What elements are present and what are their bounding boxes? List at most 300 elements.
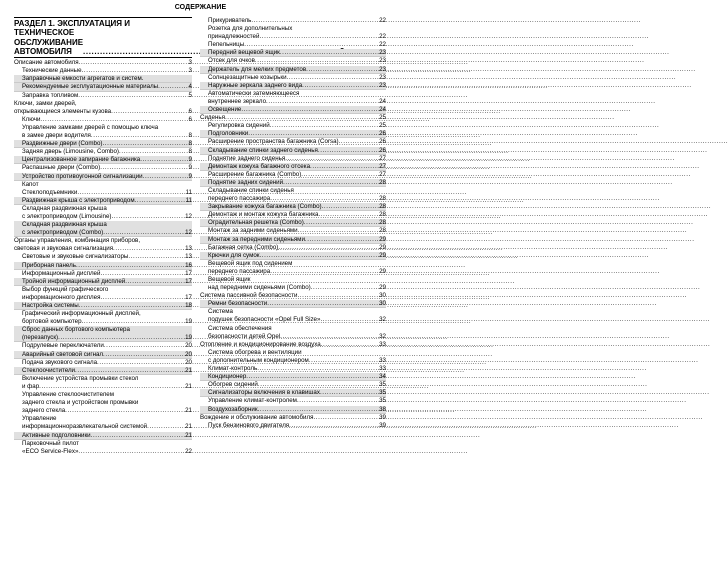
toc-page-number: 23 bbox=[379, 81, 386, 89]
toc-entry-title: Технические данные bbox=[22, 67, 82, 75]
toc-page-number: 27 bbox=[379, 154, 386, 162]
toc-entry-title: Держатель для мелких предметов bbox=[208, 65, 307, 73]
leader-dots bbox=[298, 292, 379, 300]
leader-dots bbox=[91, 432, 184, 440]
toc-entry bbox=[14, 116, 192, 124]
toc-entry bbox=[14, 83, 192, 91]
leader-dots bbox=[79, 59, 188, 67]
toc-entry-title-line: Складная раздвижная крыша bbox=[22, 204, 107, 212]
leader-dots bbox=[266, 98, 378, 106]
toc-entry bbox=[200, 397, 386, 405]
toc-entry-title: Пуск бензинового двигателя bbox=[208, 421, 290, 429]
leader-dots bbox=[309, 357, 378, 365]
toc-page-number: 23 bbox=[379, 57, 386, 65]
toc-entry-title: Расширение пространства багажника (Corsa) bbox=[208, 138, 339, 146]
toc-entry-title: Демонтаж и монтаж кожуха багажника bbox=[208, 211, 319, 219]
toc-entry-title: Поднятие задних сидений bbox=[208, 178, 284, 186]
toc-entry bbox=[200, 122, 386, 130]
toc-page-number: 33 bbox=[379, 340, 386, 348]
toc-page-number: 28 bbox=[379, 211, 386, 219]
leader-dots bbox=[225, 114, 378, 122]
toc-entry bbox=[200, 179, 386, 187]
toc-entry bbox=[14, 92, 192, 100]
leader-dots bbox=[103, 229, 184, 237]
toc-entry-title-line: Система обеспечения bbox=[208, 324, 272, 332]
toc-page-number: 34 bbox=[379, 373, 386, 381]
toc-entry-title: информационноразвлекательной системой bbox=[22, 423, 148, 431]
toc-entry-title: Подача звукового сигнала bbox=[22, 358, 98, 366]
toc-entry-title: световая и звуковая сигнализация bbox=[14, 245, 114, 253]
toc-page-number: 3 bbox=[188, 67, 192, 75]
toc-page-number: 17 bbox=[185, 269, 192, 277]
toc-page-number: 8 bbox=[188, 148, 192, 156]
toc-entry-title: Подрулевые переключатели bbox=[22, 342, 104, 350]
leader-dots bbox=[140, 156, 187, 164]
toc-entry-title-line: Система обогрева и вентиляции bbox=[208, 348, 302, 356]
leader-dots bbox=[270, 195, 378, 203]
toc-entry-title: Активные подголовники bbox=[22, 431, 91, 439]
toc-entry bbox=[200, 389, 386, 397]
toc-entry-title: Настройка системы bbox=[22, 302, 79, 309]
leader-dots bbox=[40, 116, 187, 124]
toc-entry-title: Воздухозаборник bbox=[208, 405, 258, 413]
toc-page-number: 19 bbox=[185, 318, 192, 326]
toc-entry-title: Сиденья bbox=[200, 114, 225, 122]
toc-entry-title: Информационный дисплей bbox=[22, 269, 101, 277]
toc-entry-title: Расширение багажника (Combo) bbox=[208, 170, 302, 178]
toc-entry bbox=[14, 164, 192, 172]
toc-entry-title: Аварийный световой сигнал bbox=[22, 350, 104, 358]
leader-dots bbox=[304, 219, 378, 227]
toc-page-number: 18 bbox=[185, 302, 192, 309]
leader-dots bbox=[320, 316, 378, 324]
toc-entry bbox=[200, 203, 386, 211]
toc-entry bbox=[200, 422, 386, 430]
toc-entry-title: Стеклоподъемники bbox=[22, 188, 78, 196]
toc-entry bbox=[14, 351, 192, 359]
toc-entry-title: Раздвижные двери (Combo) bbox=[22, 140, 103, 148]
toc-list-left bbox=[14, 59, 192, 456]
toc-page-number: 28 bbox=[379, 203, 386, 211]
toc-chapter-entry bbox=[14, 100, 192, 116]
leader-dots bbox=[259, 33, 378, 41]
toc-chapter-entry bbox=[200, 114, 386, 122]
leader-dots bbox=[298, 227, 378, 235]
leader-dots bbox=[302, 82, 378, 90]
toc-page-number: 29 bbox=[379, 235, 386, 243]
toc-entry bbox=[14, 440, 192, 456]
toc-entry bbox=[14, 205, 192, 221]
toc-entry-title: Пепельницы bbox=[208, 41, 245, 49]
leader-dots bbox=[78, 448, 184, 456]
leader-dots bbox=[103, 351, 184, 359]
toc-entry bbox=[14, 278, 192, 286]
toc-entry-title-line: Вещевой ящик bbox=[208, 276, 251, 283]
toc-entry-title: информационного дисплея bbox=[22, 293, 101, 301]
leader-dots bbox=[78, 92, 187, 100]
toc-page-number: 35 bbox=[379, 381, 386, 389]
toc-page-number: 39 bbox=[379, 421, 386, 429]
toc-entry bbox=[200, 49, 386, 57]
toc-entry-title: Багажная сетка (Combo) bbox=[208, 243, 279, 251]
toc-entry bbox=[14, 75, 192, 83]
toc-entry-title: Раздвижная крыша с электроприводом bbox=[22, 196, 135, 204]
leader-dots bbox=[289, 422, 378, 430]
toc-entry-title: Кондиционер bbox=[208, 373, 247, 381]
toc-page-number: 29 bbox=[379, 284, 386, 292]
leader-dots bbox=[257, 365, 378, 373]
toc-page-number: 25 bbox=[379, 114, 386, 122]
leader-dots bbox=[285, 155, 378, 163]
toc-entry-title: Приборная панель bbox=[22, 261, 76, 269]
toc-entry bbox=[200, 365, 386, 373]
leader-dots bbox=[318, 147, 378, 155]
toc-page-number: 22 bbox=[379, 41, 386, 49]
toc-entry-title-line: Автоматически затемняющееся bbox=[208, 89, 300, 97]
toc-entry-title: Обогрев сидений bbox=[208, 381, 258, 389]
leader-dots bbox=[58, 334, 184, 342]
toc-entry bbox=[200, 17, 386, 25]
toc-entry bbox=[200, 244, 386, 252]
toc-page-number: 3 bbox=[188, 59, 192, 67]
toc-page-number: 9 bbox=[188, 164, 192, 172]
leader-dots bbox=[100, 294, 184, 302]
leader-dots bbox=[39, 383, 184, 391]
toc-page-number: 25 bbox=[379, 122, 386, 130]
leader-dots bbox=[147, 423, 184, 431]
toc-entry-title: Складывание спинки заднего сиденья bbox=[208, 146, 318, 154]
toc-page-number: 33 bbox=[379, 365, 386, 373]
toc-entry-title-line: Розетка для дополнительных bbox=[208, 25, 293, 33]
toc-entry-title: Подголовники bbox=[208, 130, 249, 138]
toc-entry bbox=[14, 367, 192, 375]
leader-dots bbox=[305, 236, 378, 244]
toc-entry-title: Освещение bbox=[208, 106, 242, 114]
toc-page-number: 22 bbox=[379, 17, 386, 24]
toc-entry-title: Оградительная решетка (Combo) bbox=[208, 219, 304, 227]
toc-entry-title: Монтаж за передними сиденьями bbox=[208, 235, 305, 243]
toc-entry bbox=[200, 155, 386, 163]
toc-entry bbox=[14, 375, 192, 391]
leader-dots bbox=[75, 367, 184, 375]
toc-entry bbox=[14, 359, 192, 367]
toc-entry bbox=[14, 156, 192, 164]
toc-page-number: 6 bbox=[188, 115, 192, 123]
section-header bbox=[14, 17, 192, 58]
toc-page-number: 28 bbox=[379, 219, 386, 227]
toc-page-number: 12 bbox=[185, 229, 192, 237]
toc-page-number: 29 bbox=[379, 251, 386, 259]
toc-page-number: 28 bbox=[379, 227, 386, 235]
toc-entry bbox=[200, 147, 386, 155]
leader-dots bbox=[297, 397, 378, 405]
toc-page-number: 35 bbox=[379, 389, 386, 397]
toc-entry-title: Капот bbox=[22, 180, 39, 188]
toc-entry-title: Поднятие заднего сиденья bbox=[208, 154, 286, 162]
toc-page-number: 12 bbox=[185, 212, 192, 220]
leader-dots bbox=[125, 278, 184, 286]
leader-dots bbox=[102, 140, 187, 148]
leader-dots bbox=[313, 414, 378, 422]
toc-entry-title: Солнцезащитные козырьки bbox=[208, 73, 287, 81]
toc-entry-title-line: Управление bbox=[22, 415, 57, 423]
toc-page-number: 9 bbox=[188, 156, 192, 164]
toc-page-number: 17 bbox=[185, 293, 192, 301]
toc-entry bbox=[14, 124, 192, 140]
leader-dots bbox=[310, 163, 378, 171]
toc-entry bbox=[200, 308, 386, 324]
leader-dots bbox=[135, 197, 185, 205]
toc-entry bbox=[200, 373, 386, 381]
leader-dots bbox=[119, 148, 188, 156]
toc-entry bbox=[200, 236, 386, 244]
toc-entry-title-line: Управление стеклоочистителем bbox=[22, 391, 114, 399]
toc-page-number: 38 bbox=[379, 405, 386, 413]
toc-entry-title-line: Графический информационный дисплей, bbox=[22, 310, 141, 318]
section-header-line2: ОБСЛУЖИВАНИЕ АВТОМОБИЛЯ bbox=[14, 37, 84, 56]
toc-page-number: 26 bbox=[379, 146, 386, 154]
toc-page-number: 29 bbox=[379, 243, 386, 251]
toc-entry bbox=[14, 148, 192, 156]
toc-entry-title-line: Включение устройства промывки стекол bbox=[22, 374, 139, 382]
toc-page-number: 20 bbox=[185, 358, 192, 366]
toc-page-number: 30 bbox=[379, 300, 386, 308]
toc-entry bbox=[200, 90, 386, 106]
leader-dots bbox=[255, 57, 378, 65]
toc-page-number: 11 bbox=[185, 196, 192, 204]
toc-entry-title: Климат-контроль bbox=[208, 365, 258, 373]
toc-entry bbox=[14, 67, 192, 75]
toc-entry-title: Наружные зеркала заднего вида bbox=[208, 81, 303, 89]
toc-entry-title: с электроприводом (Limousine) bbox=[22, 212, 112, 220]
leader-dots bbox=[248, 130, 378, 138]
toc-page-number: 32 bbox=[379, 332, 386, 340]
toc-page-number: 26 bbox=[379, 138, 386, 146]
leader-dots bbox=[82, 67, 188, 75]
toc-entry-title-line: Органы управления, комбинация приборов, bbox=[14, 237, 141, 245]
toc-entry-title: Прикуриватель bbox=[208, 17, 252, 24]
toc-entry-title: в замке двери водителя bbox=[22, 132, 91, 140]
toc-entry bbox=[200, 41, 386, 49]
toc-entry-title: безопасности детей Opel bbox=[208, 332, 281, 340]
toc-entry-title-line: Складная раздвижная крыша bbox=[22, 221, 107, 229]
toc-page-number: 5 bbox=[188, 91, 192, 99]
leader-dots bbox=[258, 406, 379, 414]
toc-page-number: 32 bbox=[379, 316, 386, 324]
toc-entry-title-line: Складывание спинки сиденья bbox=[208, 186, 294, 194]
toc-entry-title: Монтаж за задними сиденьями bbox=[208, 227, 298, 235]
toc-entry-title: бортовой компьютер bbox=[22, 318, 82, 326]
leader-dots bbox=[258, 381, 378, 389]
toc-page-number: 24 bbox=[379, 97, 386, 105]
toc-entry-title: Закрывание кожуха багажника (Combo) bbox=[208, 203, 322, 211]
toc-page-number: 8 bbox=[188, 140, 192, 148]
toc-page-number: 21 bbox=[185, 407, 192, 415]
toc-entry bbox=[200, 381, 386, 389]
toc-right-column bbox=[200, 17, 386, 430]
leader-dots bbox=[244, 41, 378, 49]
toc-entry-title: Передний вещевой ящик bbox=[208, 49, 280, 57]
toc-entry bbox=[200, 187, 386, 203]
toc-entry-title: Ремни безопасности bbox=[208, 300, 268, 308]
toc-entry-title-line: Управление замками дверей с помощью ключа bbox=[22, 123, 159, 131]
leader-dots bbox=[339, 138, 379, 146]
leader-dots bbox=[259, 252, 378, 260]
toc-page-number: 27 bbox=[379, 170, 386, 178]
leader-dots bbox=[91, 132, 188, 140]
toc-entry-title-line: Вещевой ящик под сидением bbox=[208, 259, 293, 267]
page-title: СОДЕРЖАНИЕ bbox=[174, 4, 227, 11]
toc-page-number: 26 bbox=[379, 130, 386, 138]
toc-entry-title: над передними сиденьями (Combo) bbox=[208, 284, 311, 292]
toc-page-number: 13 bbox=[185, 245, 192, 253]
toc-page-number: 29 bbox=[379, 267, 386, 275]
toc-entry bbox=[200, 252, 386, 260]
toc-chapter-entry bbox=[200, 292, 386, 300]
toc-entry-title: Вождение и обслуживание автомобиля bbox=[200, 413, 314, 421]
toc-entry bbox=[200, 406, 386, 414]
toc-page-number: 8 bbox=[188, 132, 192, 140]
leader-dots bbox=[280, 333, 378, 341]
toc-entry-title: Описание автомобиля bbox=[14, 59, 79, 67]
toc-entry-title: Заправка топливом bbox=[22, 91, 79, 99]
toc-page-number: 21 bbox=[185, 423, 192, 431]
toc-page-number: 21 bbox=[185, 382, 192, 390]
leader-dots bbox=[321, 341, 378, 349]
toc-entry bbox=[200, 325, 386, 341]
toc-entry-title: с дополнительным кондиционером bbox=[208, 356, 309, 364]
toc-list-right bbox=[200, 17, 386, 430]
toc-entry-title: Световые и звуковые сигнализаторы bbox=[22, 253, 129, 261]
toc-entry-title: Тройной информационный дисплей bbox=[22, 277, 126, 285]
toc-entry-title: Система пассивной безопасности bbox=[200, 292, 298, 300]
toc-entry-title-line: Парковочный пилот bbox=[22, 439, 79, 447]
toc-page-number: 16 bbox=[185, 261, 192, 269]
toc-entry bbox=[14, 173, 192, 181]
leader-dots bbox=[322, 203, 379, 211]
toc-entry-title: подушек безопасности «Opel Full Size» bbox=[208, 316, 321, 324]
toc-chapter-entry bbox=[14, 59, 192, 67]
toc-entry bbox=[200, 300, 386, 308]
toc-page-number: 39 bbox=[379, 413, 386, 421]
toc-entry bbox=[200, 219, 386, 227]
toc-entry bbox=[14, 391, 192, 415]
leader-dots bbox=[112, 213, 185, 221]
toc-entry bbox=[200, 260, 386, 276]
toc-entry bbox=[14, 262, 192, 270]
toc-entry-title: Централизованное запирание багажника bbox=[22, 156, 141, 164]
toc-entry bbox=[200, 163, 386, 171]
toc-entry bbox=[14, 197, 192, 205]
toc-entry-title: Крючки для сумок bbox=[208, 251, 260, 259]
leader-dots bbox=[320, 389, 378, 397]
toc-entry bbox=[200, 138, 386, 146]
toc-entry-title-line: Выбор функций графического bbox=[22, 285, 109, 293]
toc-entry bbox=[14, 221, 192, 237]
toc-page-number: 20 bbox=[185, 350, 192, 358]
toc-entry bbox=[200, 82, 386, 90]
toc-entry-title: Задняя дверь (Limousine, Combo) bbox=[22, 148, 119, 156]
leader-dots bbox=[246, 373, 378, 381]
toc-entry-title: открывающиеся элементы кузова bbox=[14, 107, 112, 115]
toc-entry-title: Распашные двери (Combo) bbox=[22, 164, 101, 172]
toc-entry bbox=[14, 432, 192, 440]
leader-dots bbox=[97, 359, 184, 367]
toc-entry bbox=[14, 189, 192, 197]
leader-dots bbox=[267, 300, 378, 308]
toc-entry-title: Ключи bbox=[22, 115, 41, 123]
section-header-line1: РАЗДЕЛ 1. ЭКСПЛУАТАЦИЯ И ТЕХНИЧЕСКОЕ bbox=[14, 19, 131, 38]
toc-entry bbox=[14, 302, 192, 310]
toc-entry bbox=[200, 276, 386, 292]
toc-page-number: 21 bbox=[185, 431, 192, 439]
leader-dots bbox=[241, 106, 378, 114]
toc-page-number: 22 bbox=[185, 447, 192, 455]
toc-entry-title: Стеклоочистители bbox=[22, 366, 76, 374]
toc-entry bbox=[14, 181, 192, 189]
toc-entry-title: Отсек для очков bbox=[208, 57, 255, 65]
toc-page-number: 23 bbox=[379, 49, 386, 57]
leader-dots bbox=[77, 189, 184, 197]
toc-entry-title-line: Сброс данных бортового компьютера bbox=[22, 326, 130, 334]
toc-entry-title: Регулировка сидений bbox=[208, 122, 270, 130]
toc-entry bbox=[14, 270, 192, 278]
toc-page-number: 23 bbox=[379, 65, 386, 73]
toc-entry bbox=[200, 130, 386, 138]
toc-entry bbox=[200, 171, 386, 179]
leader-dots bbox=[278, 244, 378, 252]
toc-entry-title: Отопление и кондиционирование воздуха bbox=[200, 340, 321, 348]
toc-page-number: 28 bbox=[379, 195, 386, 203]
toc-page-number: 30 bbox=[379, 292, 386, 300]
leader-dots bbox=[158, 83, 187, 91]
leader-dots bbox=[301, 171, 378, 179]
toc-entry-title: и фар bbox=[22, 382, 40, 390]
leader-dots bbox=[251, 17, 378, 25]
toc-page-number: 6 bbox=[188, 107, 192, 115]
leader-dots bbox=[111, 108, 187, 116]
leader-dots bbox=[100, 164, 187, 172]
leader-dots bbox=[311, 284, 378, 292]
toc-entry-title: Управление климат-контролем bbox=[208, 397, 297, 405]
leader-dots bbox=[287, 74, 379, 82]
toc-entry bbox=[200, 227, 386, 235]
toc-entry-title: Рекомендуемые эксплуатационные материалы bbox=[22, 83, 159, 91]
toc-entry bbox=[14, 286, 192, 302]
leader-dots bbox=[65, 407, 184, 415]
toc-entry bbox=[200, 66, 386, 74]
toc-entry bbox=[14, 342, 192, 350]
leader-dots bbox=[270, 268, 378, 276]
toc-chapter-entry bbox=[14, 237, 192, 253]
toc-entry-title: заднего стекла bbox=[22, 407, 66, 415]
leader-dots bbox=[113, 245, 184, 253]
toc-page-number: 28 bbox=[379, 178, 386, 186]
leader-dots bbox=[128, 253, 184, 261]
toc-page-number: 17 bbox=[185, 277, 192, 285]
toc-page-number: 33 bbox=[379, 356, 386, 364]
toc-entry bbox=[14, 310, 192, 326]
toc-entry-title: принадлежностей bbox=[208, 33, 260, 41]
leader-dots bbox=[79, 302, 184, 310]
toc-entry bbox=[200, 106, 386, 114]
leader-dots bbox=[100, 270, 184, 278]
toc-entry-title: Сигнализаторы включения в клавишах bbox=[208, 389, 320, 397]
leader-dots bbox=[306, 66, 378, 74]
toc-entry-title-line: заднего стекла и устройством промывки bbox=[22, 399, 139, 407]
toc-page-number: 35 bbox=[379, 397, 386, 405]
toc-page-number: 11 bbox=[185, 188, 192, 196]
